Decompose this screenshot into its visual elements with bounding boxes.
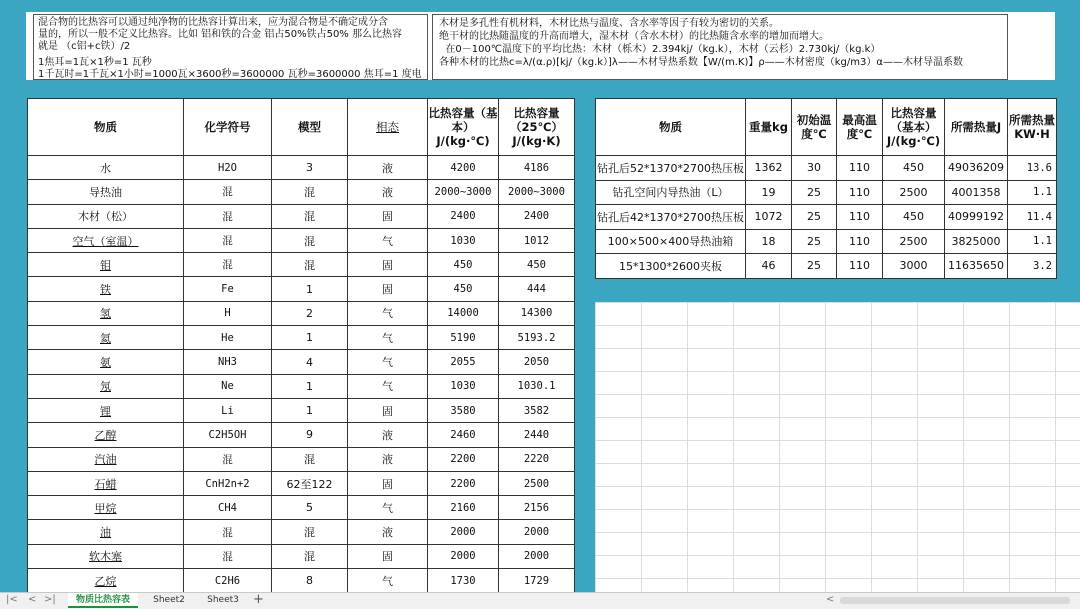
table-row: [28, 496, 575, 520]
table-row: [28, 277, 575, 301]
table-cell[interactable]: 甲烷: [28, 496, 184, 520]
table-cell[interactable]: NH3: [184, 350, 272, 374]
col-header-heat-25c[interactable]: 比热容量（25℃）J/(kg·K): [499, 99, 575, 156]
table-cell[interactable]: 18: [746, 229, 792, 254]
table-cell[interactable]: H2O: [184, 156, 272, 180]
table-row: [28, 374, 575, 398]
table-cell[interactable]: 46: [746, 254, 792, 279]
table-cell[interactable]: 5193.2: [499, 326, 575, 350]
table-cell[interactable]: 1362: [746, 156, 792, 181]
table-cell[interactable]: 450: [883, 205, 945, 230]
table-cell[interactable]: 3: [272, 156, 348, 180]
table-cell[interactable]: 氦: [28, 326, 184, 350]
table-cell[interactable]: CnH2n+2: [184, 471, 272, 495]
table-cell[interactable]: 1: [272, 326, 348, 350]
table-cell[interactable]: 固: [348, 471, 428, 495]
table-cell[interactable]: 25: [792, 180, 837, 205]
scroll-left-icon[interactable]: <: [826, 594, 835, 605]
last-sheet-icon[interactable]: >|: [44, 594, 56, 605]
table-cell[interactable]: 25: [792, 229, 837, 254]
table-cell[interactable]: 汽油: [28, 447, 184, 471]
table-row: [28, 520, 575, 544]
table-cell[interactable]: 2500: [883, 180, 945, 205]
col-header-initial-temp[interactable]: 初始温度℃: [792, 99, 837, 156]
table-cell[interactable]: 450: [883, 156, 945, 181]
table-cell[interactable]: 4001358: [945, 180, 1008, 205]
table-cell[interactable]: 液: [348, 447, 428, 471]
table-cell[interactable]: 11635650: [945, 254, 1008, 279]
table-cell[interactable]: 乙醇: [28, 423, 184, 447]
table-cell[interactable]: 油: [28, 520, 184, 544]
table-cell[interactable]: 固: [348, 204, 428, 228]
add-sheet-icon[interactable]: +: [253, 592, 264, 607]
table-cell[interactable]: 固: [348, 277, 428, 301]
table-cell[interactable]: 1: [272, 398, 348, 422]
table-cell[interactable]: 氨: [28, 350, 184, 374]
table-cell[interactable]: 液: [348, 156, 428, 180]
table-cell[interactable]: 混: [184, 544, 272, 568]
table-cell[interactable]: 钻孔空间内导热油（L）: [596, 180, 746, 205]
table-cell[interactable]: C2H5OH: [184, 423, 272, 447]
table-cell[interactable]: 2000~3000: [428, 180, 499, 204]
table-cell[interactable]: 混: [184, 253, 272, 277]
table-row: [28, 569, 575, 593]
table-cell[interactable]: 液: [348, 423, 428, 447]
table-row: [596, 229, 1057, 254]
table-cell[interactable]: 铁: [28, 277, 184, 301]
table-cell[interactable]: 4200: [428, 156, 499, 180]
table-cell[interactable]: 2: [272, 301, 348, 325]
table-cell[interactable]: 氢: [28, 301, 184, 325]
table-cell[interactable]: 13.6: [1008, 156, 1057, 181]
table-cell[interactable]: 2220: [499, 447, 575, 471]
table-cell[interactable]: 110: [837, 229, 883, 254]
table-cell[interactable]: 1: [272, 374, 348, 398]
table-row: [596, 156, 1057, 181]
table-header-row: [596, 99, 1057, 156]
table-cell[interactable]: 混: [184, 228, 272, 252]
table-cell[interactable]: 3.2: [1008, 254, 1057, 279]
table-cell[interactable]: 30: [792, 156, 837, 181]
table-cell[interactable]: H: [184, 301, 272, 325]
table-cell[interactable]: 锂: [28, 398, 184, 422]
table-cell[interactable]: 11.4: [1008, 205, 1057, 230]
table-cell[interactable]: 固: [348, 544, 428, 568]
table-cell[interactable]: 5190: [428, 326, 499, 350]
table-cell[interactable]: 110: [837, 205, 883, 230]
table-cell[interactable]: 钼: [28, 253, 184, 277]
table-cell[interactable]: He: [184, 326, 272, 350]
table-cell[interactable]: 110: [837, 180, 883, 205]
table-cell[interactable]: 3582: [499, 398, 575, 422]
table-cell[interactable]: 15*1300*2600夹板: [596, 254, 746, 279]
sheet-tab-bar: [0, 592, 1080, 609]
table-cell[interactable]: 1.1: [1008, 180, 1057, 205]
empty-cell-grid[interactable]: [595, 302, 1080, 592]
table-cell[interactable]: 钻孔后42*1370*2700热压板: [596, 205, 746, 230]
table-cell[interactable]: 5: [272, 496, 348, 520]
col-header-max-temp[interactable]: 最高温度℃: [837, 99, 883, 156]
table-cell[interactable]: CH4: [184, 496, 272, 520]
table-cell[interactable]: 混: [184, 447, 272, 471]
col-header-model[interactable]: 模型: [272, 99, 348, 156]
col-header-weight[interactable]: 重量kg: [746, 99, 792, 156]
col-header-substance[interactable]: 物质: [28, 99, 184, 156]
table-cell[interactable]: 气: [348, 496, 428, 520]
table-row: [596, 205, 1057, 230]
table-cell[interactable]: 混: [272, 253, 348, 277]
table-cell[interactable]: 气: [348, 374, 428, 398]
table-cell[interactable]: 软木塞: [28, 544, 184, 568]
mixture-note-line: 量的，所以一般不定义比热容。比如 铝和铁的合金 铝占50%铁占50% 那么比热容: [38, 29, 402, 40]
col-header-substance[interactable]: 物质: [596, 99, 746, 156]
table-row: [28, 180, 575, 204]
table-cell[interactable]: 水: [28, 156, 184, 180]
horizontal-scrollbar[interactable]: [840, 597, 1070, 604]
first-sheet-icon[interactable]: |<: [6, 594, 18, 605]
col-header-symbol[interactable]: 化学符号: [184, 99, 272, 156]
table-cell[interactable]: 2055: [428, 350, 499, 374]
table-row: [28, 423, 575, 447]
table-cell[interactable]: Li: [184, 398, 272, 422]
col-header-heat-basic[interactable]: 比热容量（基本）J/(kg·℃): [428, 99, 499, 156]
table-cell[interactable]: 450: [499, 253, 575, 277]
table-cell[interactable]: 气: [348, 569, 428, 593]
table-cell[interactable]: 2460: [428, 423, 499, 447]
table-cell[interactable]: 110: [837, 254, 883, 279]
table-cell[interactable]: 450: [428, 277, 499, 301]
table-cell[interactable]: 2156: [499, 496, 575, 520]
wood-note-line: 在0－100℃温度下的平均比热：木材（栎木）2.394kj/（kg.k），木材（云杉）2.730kj/（kg.k）: [439, 44, 881, 55]
table-cell[interactable]: 1072: [746, 205, 792, 230]
table-cell[interactable]: 混: [184, 204, 272, 228]
energy-note-line: 1焦耳=1瓦×1秒=1 瓦秒: [38, 57, 152, 68]
col-header-heat-basic[interactable]: 比热容量（基本）J/(kg·℃): [883, 99, 945, 156]
specific-heat-table: [27, 98, 575, 593]
table-cell[interactable]: 14300: [499, 301, 575, 325]
mixture-note-line: 混合物的比热容可以通过纯净物的比热容计算出来，应为混合物是不确定成分含: [38, 17, 388, 28]
table-cell[interactable]: 100×500×400导热油箱: [596, 229, 746, 254]
table-cell[interactable]: 混: [272, 544, 348, 568]
energy-note-line: 1千瓦时=1千瓦×1小时=1000瓦×3600秒=3600000 瓦秒=3600000 焦耳=1 度电: [38, 69, 422, 80]
table-cell[interactable]: 2400: [428, 204, 499, 228]
table-cell[interactable]: 9: [272, 423, 348, 447]
table-cell[interactable]: Fe: [184, 277, 272, 301]
table-cell[interactable]: Ne: [184, 374, 272, 398]
table-cell[interactable]: 气: [348, 350, 428, 374]
table-cell[interactable]: 2050: [499, 350, 575, 374]
table-cell[interactable]: 混: [272, 447, 348, 471]
table-cell[interactable]: 19: [746, 180, 792, 205]
wood-note-line: 木材是多孔性有机材料，木材比热与温度、含水率等因子有较为密切的关系。: [439, 18, 779, 29]
table-cell[interactable]: 62至122: [272, 471, 348, 495]
table-cell[interactable]: 25: [792, 254, 837, 279]
table-cell[interactable]: 2000~3000: [499, 180, 575, 204]
table-cell[interactable]: 石蜡: [28, 471, 184, 495]
col-header-heat-kwh[interactable]: 所需热量KW·H: [1008, 99, 1057, 156]
wood-note-line: 绝干材的比热随温度的升高而增大，湿木材（含水木材）的比热随含水率的增加而增大。: [439, 31, 829, 42]
table-cell[interactable]: 1729: [499, 569, 575, 593]
sheet-tab-2[interactable]: Sheet2: [153, 595, 185, 605]
table-cell[interactable]: 2000: [428, 520, 499, 544]
table-cell[interactable]: 2500: [499, 471, 575, 495]
sheet-tab-3[interactable]: Sheet3: [207, 595, 239, 605]
table-cell[interactable]: 49036209: [945, 156, 1008, 181]
table-cell[interactable]: 4186: [499, 156, 575, 180]
mixture-note-line: 就是 （c铝+c铁）/2: [38, 41, 131, 52]
table-cell[interactable]: 液: [348, 520, 428, 544]
table-cell[interactable]: 2000: [428, 544, 499, 568]
table-cell[interactable]: 1: [272, 277, 348, 301]
table-cell[interactable]: 乙烷: [28, 569, 184, 593]
table-cell[interactable]: 2000: [499, 544, 575, 568]
table-cell[interactable]: 3000: [883, 254, 945, 279]
table-cell[interactable]: 2500: [883, 229, 945, 254]
table-row: [28, 326, 575, 350]
table-row: [28, 253, 575, 277]
table-cell[interactable]: 1030.1: [499, 374, 575, 398]
wood-note-box[interactable]: [432, 14, 1008, 80]
table-cell[interactable]: 40999192: [945, 205, 1008, 230]
table-row: [28, 471, 575, 495]
table-cell[interactable]: C2H6: [184, 569, 272, 593]
table-cell[interactable]: 固: [348, 253, 428, 277]
table-cell[interactable]: 2200: [428, 471, 499, 495]
table-cell[interactable]: 3580: [428, 398, 499, 422]
table-cell[interactable]: 混: [272, 204, 348, 228]
table-row: [28, 447, 575, 471]
table-row: [28, 350, 575, 374]
wood-note-line: 各种木材的比热c=λ/(α.ρ)[kj/（kg.k）]λ——木材导热系数【W/(m.K)】ρ——木材密度（kg/m3）α——木材导温系数: [439, 57, 963, 68]
table-cell[interactable]: 2400: [499, 204, 575, 228]
table-cell[interactable]: 2160: [428, 496, 499, 520]
table-cell[interactable]: 1030: [428, 374, 499, 398]
table-cell[interactable]: 混: [184, 520, 272, 544]
table-cell[interactable]: 1.1: [1008, 229, 1057, 254]
table-cell[interactable]: 2000: [499, 520, 575, 544]
table-cell[interactable]: 钻孔后52*1370*2700热压板: [596, 156, 746, 181]
table-cell[interactable]: 1030: [428, 228, 499, 252]
table-cell[interactable]: 14000: [428, 301, 499, 325]
table-cell[interactable]: 110: [837, 156, 883, 181]
table-header-row: [28, 99, 575, 156]
table-row: [28, 544, 575, 568]
table-cell[interactable]: 混: [272, 520, 348, 544]
table-cell[interactable]: 氖: [28, 374, 184, 398]
table-cell[interactable]: 混: [272, 228, 348, 252]
table-cell[interactable]: 2200: [428, 447, 499, 471]
heat-requirement-table: [595, 98, 1057, 279]
mixture-note-box[interactable]: [33, 14, 428, 80]
table-cell[interactable]: 气: [348, 301, 428, 325]
table-cell[interactable]: 444: [499, 277, 575, 301]
table-row: [28, 156, 575, 180]
table-cell[interactable]: 液: [348, 180, 428, 204]
table-cell[interactable]: 25: [792, 205, 837, 230]
table-cell[interactable]: 气: [348, 326, 428, 350]
table-cell[interactable]: 450: [428, 253, 499, 277]
table-row: [28, 398, 575, 422]
table-cell[interactable]: 气: [348, 228, 428, 252]
table-cell[interactable]: 3825000: [945, 229, 1008, 254]
col-header-phase[interactable]: 相态: [348, 99, 428, 156]
table-row: [596, 254, 1057, 279]
prev-sheet-icon[interactable]: <: [28, 594, 37, 605]
table-cell[interactable]: 混: [184, 180, 272, 204]
table-cell[interactable]: 木材（松）: [28, 204, 184, 228]
col-header-heat-joules[interactable]: 所需热量J: [945, 99, 1008, 156]
table-cell[interactable]: 固: [348, 398, 428, 422]
table-cell[interactable]: 1730: [428, 569, 499, 593]
table-cell[interactable]: 混: [272, 180, 348, 204]
table-cell[interactable]: 空气（室温）: [28, 228, 184, 252]
table-cell[interactable]: 4: [272, 350, 348, 374]
sheet-tab-1[interactable]: 物质比热容表: [68, 593, 138, 608]
table-cell[interactable]: 1012: [499, 228, 575, 252]
table-row: [28, 301, 575, 325]
table-row: [28, 228, 575, 252]
table-cell[interactable]: 8: [272, 569, 348, 593]
table-row: [596, 180, 1057, 205]
table-cell[interactable]: 导热油: [28, 180, 184, 204]
table-row: [28, 204, 575, 228]
table-cell[interactable]: 2440: [499, 423, 575, 447]
